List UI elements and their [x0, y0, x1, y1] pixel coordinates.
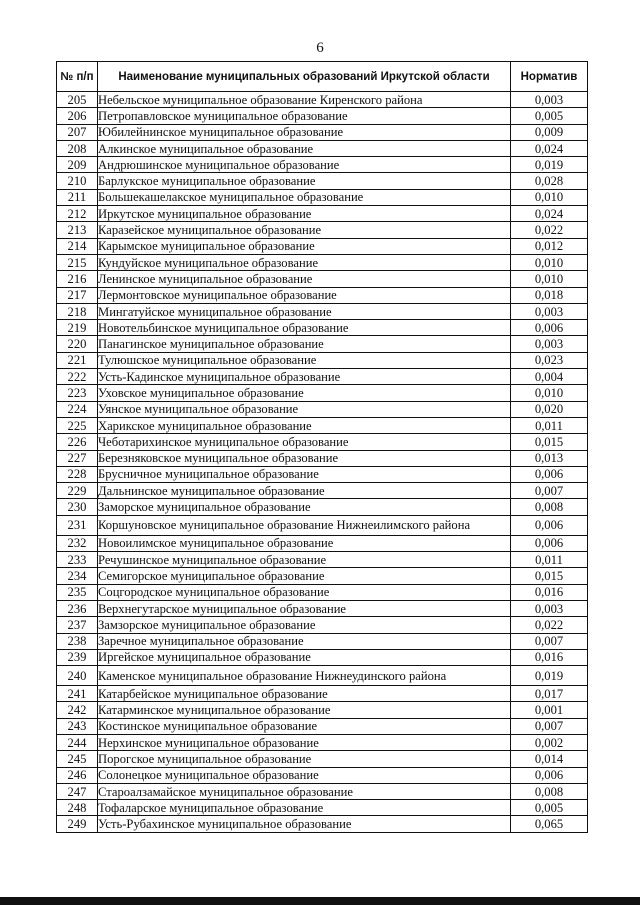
norm-value: 0,007 [511, 633, 588, 649]
municipality-name: Костинское муниципальное образование [98, 718, 511, 734]
row-number: 221 [57, 352, 98, 368]
table-row [57, 434, 588, 450]
row-number: 216 [57, 271, 98, 287]
row-number: 212 [57, 206, 98, 222]
municipality-name: Нерхинское муниципальное образование [98, 734, 511, 750]
table-row [57, 783, 588, 799]
table-row [57, 686, 588, 702]
row-number: 246 [57, 767, 98, 783]
municipality-name: Заморское муниципальное образование [98, 499, 511, 515]
municipality-name: Лермонтовское муниципальное образование [98, 287, 511, 303]
municipality-name: Тофаларское муниципальное образование [98, 800, 511, 816]
row-number: 219 [57, 320, 98, 336]
table-row [57, 385, 588, 401]
municipality-name: Соцгородское муниципальное образование [98, 584, 511, 600]
table-row [57, 515, 588, 535]
municipality-name: Катарбейское муниципальное образование [98, 686, 511, 702]
header-num: № п/п [57, 62, 98, 92]
row-number: 223 [57, 385, 98, 401]
table-row [57, 369, 588, 385]
municipality-name: Кундуйское муниципальное образование [98, 254, 511, 270]
table-row [57, 238, 588, 254]
municipality-name: Солонецкое муниципальное образование [98, 767, 511, 783]
row-number: 205 [57, 92, 98, 108]
table-row [57, 254, 588, 270]
norms-table [56, 61, 588, 833]
norm-value: 0,006 [511, 466, 588, 482]
table-row [57, 499, 588, 515]
table-row [57, 450, 588, 466]
norm-value: 0,019 [511, 666, 588, 686]
table-row [57, 767, 588, 783]
table-row [57, 124, 588, 140]
norm-value: 0,013 [511, 450, 588, 466]
municipality-name: Уховское муниципальное образование [98, 385, 511, 401]
row-number: 249 [57, 816, 98, 832]
row-number: 229 [57, 483, 98, 499]
table-row [57, 401, 588, 417]
norm-value: 0,010 [511, 189, 588, 205]
row-number: 213 [57, 222, 98, 238]
norm-value: 0,012 [511, 238, 588, 254]
norm-value: 0,006 [511, 767, 588, 783]
municipality-name: Усть-Рубахинское муниципальное образование [98, 816, 511, 832]
norm-value: 0,016 [511, 584, 588, 600]
norm-value: 0,019 [511, 157, 588, 173]
page-bottom-border [0, 897, 640, 905]
municipality-name: Катарминское муниципальное образование [98, 702, 511, 718]
municipality-name: Новоилимское муниципальное образование [98, 535, 511, 551]
municipality-name: Алкинское муниципальное образование [98, 140, 511, 156]
norm-value: 0,005 [511, 108, 588, 124]
row-number: 243 [57, 718, 98, 734]
table-row [57, 173, 588, 189]
municipality-name: Коршуновское муниципальное образование Нижнеилимского района [98, 515, 511, 535]
table-row [57, 584, 588, 600]
row-number: 230 [57, 499, 98, 515]
table-row [57, 800, 588, 816]
municipality-name: Ленинское муниципальное образование [98, 271, 511, 287]
row-number: 242 [57, 702, 98, 718]
municipality-name: Карымское муниципальное образование [98, 238, 511, 254]
municipality-name: Юбилейнинское муниципальное образование [98, 124, 511, 140]
municipality-name: Усть-Кадинское муниципальное образование [98, 369, 511, 385]
row-number: 227 [57, 450, 98, 466]
municipality-name: Новотельбинское муниципальное образование [98, 320, 511, 336]
table-row [57, 287, 588, 303]
norm-value: 0,008 [511, 783, 588, 799]
table-row [57, 206, 588, 222]
norm-value: 0,010 [511, 254, 588, 270]
row-number: 224 [57, 401, 98, 417]
row-number: 239 [57, 649, 98, 665]
norm-value: 0,010 [511, 385, 588, 401]
norm-value: 0,008 [511, 499, 588, 515]
municipality-name: Заречное муниципальное образование [98, 633, 511, 649]
table-row [57, 189, 588, 205]
municipality-name: Иркутское муниципальное образование [98, 206, 511, 222]
municipality-name: Замзорское муниципальное образование [98, 617, 511, 633]
row-number: 215 [57, 254, 98, 270]
norm-value: 0,003 [511, 600, 588, 616]
municipality-name: Уянское муниципальное образование [98, 401, 511, 417]
table-row [57, 320, 588, 336]
header-value: Норматив [511, 62, 588, 92]
municipality-name: Иргейское муниципальное образование [98, 649, 511, 665]
municipality-name: Чеботарихинское муниципальное образование [98, 434, 511, 450]
norm-value: 0,022 [511, 617, 588, 633]
municipality-name: Андрюшинское муниципальное образование [98, 157, 511, 173]
norm-value: 0,001 [511, 702, 588, 718]
norm-value: 0,003 [511, 303, 588, 319]
norm-value: 0,024 [511, 140, 588, 156]
table-row [57, 649, 588, 665]
municipality-name: Речушинское муниципальное образование [98, 552, 511, 568]
table-row [57, 666, 588, 686]
norm-value: 0,015 [511, 568, 588, 584]
table-row [57, 483, 588, 499]
table-row [57, 734, 588, 750]
norm-value: 0,011 [511, 417, 588, 433]
municipality-name: Тулюшское муниципальное образование [98, 352, 511, 368]
table-row [57, 702, 588, 718]
norm-value: 0,003 [511, 92, 588, 108]
row-number: 208 [57, 140, 98, 156]
municipality-name: Порогское муниципальное образование [98, 751, 511, 767]
municipality-name: Петропавловское муниципальное образование [98, 108, 511, 124]
row-number: 232 [57, 535, 98, 551]
header-name: Наименование муниципальных образований Иркутской области [98, 62, 511, 92]
row-number: 226 [57, 434, 98, 450]
table-row [57, 271, 588, 287]
norm-value: 0,015 [511, 434, 588, 450]
table-row [57, 617, 588, 633]
row-number: 241 [57, 686, 98, 702]
municipality-name: Барлукское муниципальное образование [98, 173, 511, 189]
table-header-row [57, 62, 588, 92]
municipality-name: Семигорское муниципальное образование [98, 568, 511, 584]
norm-value: 0,006 [511, 515, 588, 535]
row-number: 237 [57, 617, 98, 633]
norm-value: 0,020 [511, 401, 588, 417]
table-row [57, 336, 588, 352]
municipality-name: Староалзамайское муниципальное образование [98, 783, 511, 799]
norm-value: 0,017 [511, 686, 588, 702]
row-number: 236 [57, 600, 98, 616]
table-row [57, 751, 588, 767]
row-number: 206 [57, 108, 98, 124]
row-number: 217 [57, 287, 98, 303]
norm-value: 0,004 [511, 369, 588, 385]
norm-value: 0,065 [511, 816, 588, 832]
page-number: 6 [316, 40, 324, 56]
table-body [57, 92, 588, 833]
row-number: 240 [57, 666, 98, 686]
row-number: 238 [57, 633, 98, 649]
table-row [57, 466, 588, 482]
table-row [57, 417, 588, 433]
norm-value: 0,022 [511, 222, 588, 238]
table-row [57, 352, 588, 368]
norm-value: 0,007 [511, 718, 588, 734]
row-number: 207 [57, 124, 98, 140]
row-number: 222 [57, 369, 98, 385]
norm-value: 0,003 [511, 336, 588, 352]
norm-value: 0,018 [511, 287, 588, 303]
table-row [57, 633, 588, 649]
table-row [57, 718, 588, 734]
row-number: 214 [57, 238, 98, 254]
norm-value: 0,005 [511, 800, 588, 816]
norm-value: 0,028 [511, 173, 588, 189]
row-number: 220 [57, 336, 98, 352]
norm-value: 0,009 [511, 124, 588, 140]
row-number: 247 [57, 783, 98, 799]
row-number: 225 [57, 417, 98, 433]
table-row [57, 222, 588, 238]
municipality-name: Каменское муниципальное образование Нижнеудинского района [98, 666, 511, 686]
norm-value: 0,006 [511, 320, 588, 336]
row-number: 231 [57, 515, 98, 535]
row-number: 209 [57, 157, 98, 173]
municipality-name: Небельское муниципальное образование Киренского района [98, 92, 511, 108]
norm-value: 0,006 [511, 535, 588, 551]
norm-value: 0,023 [511, 352, 588, 368]
table-row [57, 535, 588, 551]
row-number: 248 [57, 800, 98, 816]
row-number: 245 [57, 751, 98, 767]
norm-value: 0,024 [511, 206, 588, 222]
municipality-name: Мингатуйское муниципальное образование [98, 303, 511, 319]
row-number: 244 [57, 734, 98, 750]
municipality-name: Харикское муниципальное образование [98, 417, 511, 433]
row-number: 228 [57, 466, 98, 482]
row-number: 211 [57, 189, 98, 205]
norm-value: 0,007 [511, 483, 588, 499]
table-row [57, 140, 588, 156]
row-number: 218 [57, 303, 98, 319]
municipality-name: Брусничное муниципальное образование [98, 466, 511, 482]
municipality-name: Березняковское муниципальное образование [98, 450, 511, 466]
municipality-name: Дальнинское муниципальное образование [98, 483, 511, 499]
norm-value: 0,002 [511, 734, 588, 750]
table-row [57, 92, 588, 108]
norm-value: 0,010 [511, 271, 588, 287]
norm-value: 0,014 [511, 751, 588, 767]
row-number: 235 [57, 584, 98, 600]
table-row [57, 600, 588, 616]
table-row [57, 108, 588, 124]
table-row [57, 303, 588, 319]
row-number: 233 [57, 552, 98, 568]
municipality-name: Панагинское муниципальное образование [98, 336, 511, 352]
row-number: 210 [57, 173, 98, 189]
table-row [57, 568, 588, 584]
municipality-name: Большекашелакское муниципальное образование [98, 189, 511, 205]
table-row [57, 157, 588, 173]
table-row [57, 552, 588, 568]
row-number: 234 [57, 568, 98, 584]
norm-value: 0,016 [511, 649, 588, 665]
municipality-name: Верхнегутарское муниципальное образование [98, 600, 511, 616]
table-row [57, 816, 588, 832]
municipality-name: Каразейское муниципальное образование [98, 222, 511, 238]
norm-value: 0,011 [511, 552, 588, 568]
